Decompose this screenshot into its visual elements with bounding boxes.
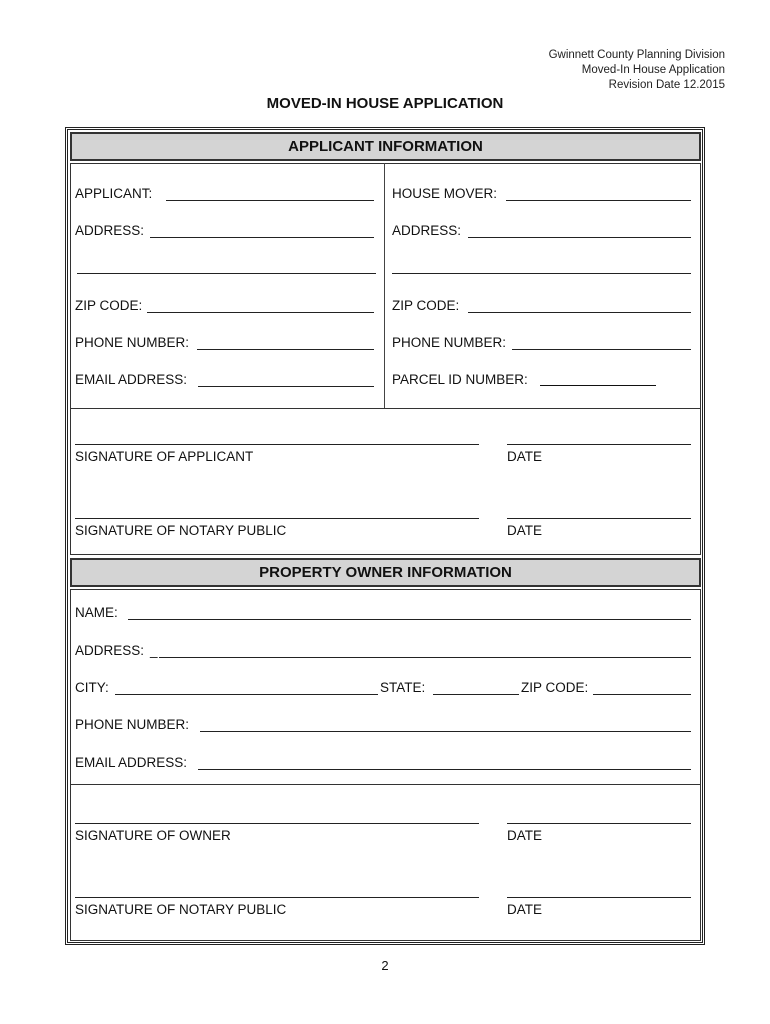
applicant-field[interactable] bbox=[166, 200, 374, 201]
applicant-notary-line[interactable] bbox=[75, 518, 479, 519]
mover-phone-field[interactable] bbox=[512, 349, 691, 350]
owner-phone-field[interactable] bbox=[200, 731, 691, 732]
applicant-address-field[interactable] bbox=[150, 237, 374, 238]
parcel-id-label: PARCEL ID NUMBER: bbox=[392, 372, 528, 387]
applicant-signature-label: SIGNATURE OF APPLICANT bbox=[75, 449, 254, 464]
owner-name-field[interactable] bbox=[128, 619, 691, 620]
owner-state-label: STATE: bbox=[380, 680, 426, 695]
header-org: Gwinnett County Planning Division bbox=[548, 49, 725, 61]
owner-notary-date-line[interactable] bbox=[507, 897, 691, 898]
owner-zip-label: ZIP CODE: bbox=[521, 680, 589, 695]
owner-signature-line[interactable] bbox=[75, 823, 479, 824]
owner-address-label: ADDRESS: bbox=[75, 643, 145, 658]
applicant-signature-line[interactable] bbox=[75, 444, 479, 445]
owner-email-field[interactable] bbox=[198, 769, 691, 770]
mover-address-line2[interactable] bbox=[392, 273, 691, 274]
owner-notary-line[interactable] bbox=[75, 897, 479, 898]
header-revision: Revision Date 12.2015 bbox=[608, 79, 725, 91]
applicant-date-label: DATE bbox=[507, 449, 543, 464]
owner-zip-field[interactable] bbox=[593, 694, 691, 695]
owner-address-field[interactable] bbox=[159, 657, 691, 658]
applicant-label: APPLICANT: bbox=[75, 186, 153, 201]
owner-city-label: CITY: bbox=[75, 680, 109, 695]
owner-date-label: DATE bbox=[507, 828, 543, 843]
owner-address-mark: _ bbox=[150, 643, 158, 658]
applicant-phone-field[interactable] bbox=[197, 349, 374, 350]
mover-zip-field[interactable] bbox=[468, 312, 691, 313]
header-form-name: Moved-In House Application bbox=[581, 64, 725, 76]
owner-section-heading: PROPERTY OWNER INFORMATION bbox=[70, 558, 701, 587]
page-number: 2 bbox=[381, 958, 389, 973]
house-mover-field[interactable] bbox=[506, 200, 691, 201]
owner-notary-date-label: DATE bbox=[507, 902, 543, 917]
applicant-address-label: ADDRESS: bbox=[75, 223, 145, 238]
house-mover-label: HOUSE MOVER: bbox=[392, 186, 498, 201]
owner-email-label: EMAIL ADDRESS: bbox=[75, 755, 188, 770]
owner-date-line[interactable] bbox=[507, 823, 691, 824]
mover-phone-label: PHONE NUMBER: bbox=[392, 335, 507, 350]
applicant-notary-date-label: DATE bbox=[507, 523, 543, 538]
applicant-zip-field[interactable] bbox=[147, 312, 374, 313]
owner-state-field[interactable] bbox=[433, 694, 519, 695]
mover-zip-label: ZIP CODE: bbox=[392, 298, 460, 313]
applicant-date-line[interactable] bbox=[507, 444, 691, 445]
applicant-section-heading: APPLICANT INFORMATION bbox=[70, 132, 701, 161]
applicant-address-line2[interactable] bbox=[77, 273, 376, 274]
applicant-notary-date-line[interactable] bbox=[507, 518, 691, 519]
applicant-notary-label: SIGNATURE OF NOTARY PUBLIC bbox=[75, 523, 287, 538]
owner-phone-label: PHONE NUMBER: bbox=[75, 717, 190, 732]
applicant-phone-label: PHONE NUMBER: bbox=[75, 335, 190, 350]
owner-city-field[interactable] bbox=[115, 694, 378, 695]
parcel-id-field[interactable] bbox=[540, 385, 656, 386]
page-title: MOVED-IN HOUSE APPLICATION bbox=[266, 95, 504, 112]
owner-name-label: NAME: bbox=[75, 605, 118, 620]
applicant-zip-label: ZIP CODE: bbox=[75, 298, 143, 313]
column-divider bbox=[384, 163, 385, 409]
owner-notary-label: SIGNATURE OF NOTARY PUBLIC bbox=[75, 902, 287, 917]
applicant-email-field[interactable] bbox=[198, 386, 374, 387]
document-header bbox=[425, 48, 725, 93]
mover-address-label: ADDRESS: bbox=[392, 223, 462, 238]
mover-address-field[interactable] bbox=[468, 237, 691, 238]
applicant-email-label: EMAIL ADDRESS: bbox=[75, 372, 188, 387]
owner-signature-label: SIGNATURE OF OWNER bbox=[75, 828, 231, 843]
